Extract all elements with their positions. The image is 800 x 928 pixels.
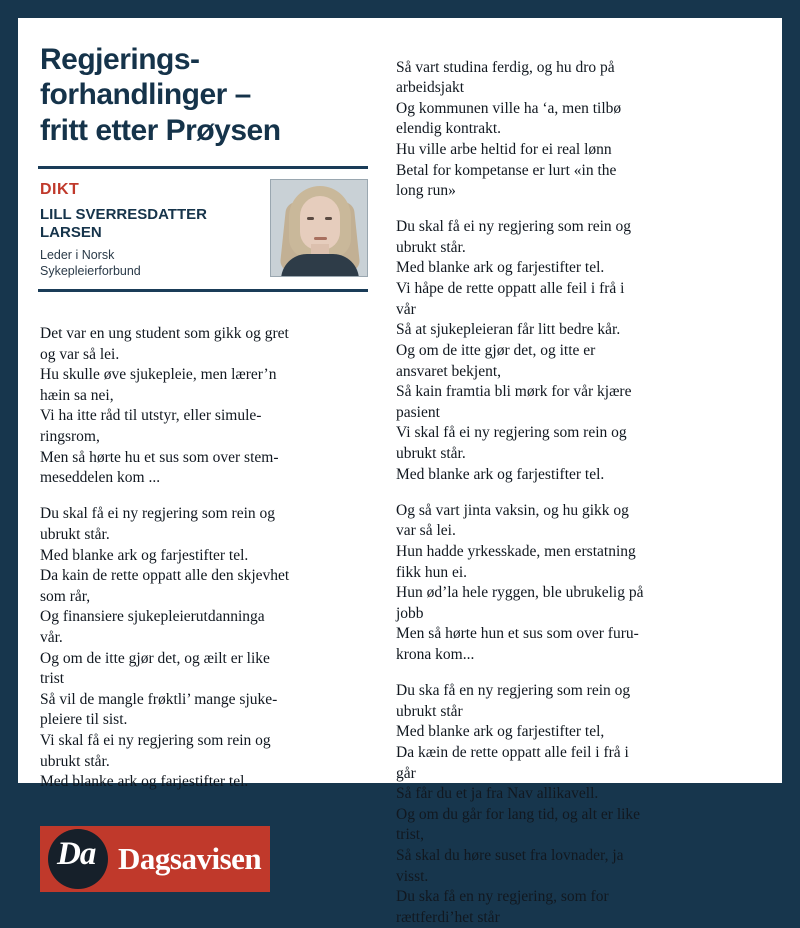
logo-wordmark: Dagsavisen bbox=[118, 841, 261, 877]
section-kicker: DIKT bbox=[40, 181, 207, 199]
poem-line: Så vart studina ferdig, og hu dro på bbox=[396, 58, 724, 79]
poem-line: Da kain de rette oppatt alle den skjevhet bbox=[40, 566, 368, 587]
poem-line: trist, bbox=[396, 825, 724, 846]
poem-line: hæin sa nei, bbox=[40, 386, 368, 407]
poem-line: Hun ød’la hele ryggen, ble ubrukelig på bbox=[396, 583, 724, 604]
poem-stanza bbox=[396, 681, 724, 928]
poem-line: Med blanke ark og farjestifter tel. bbox=[40, 546, 368, 567]
poem-line: Vi ha itte råd til utstyr, eller simule- bbox=[40, 406, 368, 427]
author-portrait-image bbox=[270, 179, 368, 277]
poem-line: jobb bbox=[396, 604, 724, 625]
poem-line: Så skal du høre suset fra lovnader, ja bbox=[396, 846, 724, 867]
poem-stanza bbox=[396, 501, 724, 666]
byline bbox=[38, 179, 368, 279]
poem-line: meseddelen kom ... bbox=[40, 468, 368, 489]
dagsavisen-logo bbox=[40, 826, 270, 892]
headline-line: fritt etter Prøysen bbox=[40, 114, 281, 147]
poem-line: Hu ville arbe heltid for ei real lønn bbox=[396, 140, 724, 161]
left-column bbox=[38, 32, 368, 773]
poem-line: vår. bbox=[40, 628, 368, 649]
poem-line: ringsrom, bbox=[40, 427, 368, 448]
poem-line: Med blanke ark og farjestifter tel, bbox=[396, 722, 724, 743]
poem-line: Og så vart jinta vaksin, og hu gikk og bbox=[396, 501, 724, 522]
poem-line: Og om du går for lang tid, og alt er like bbox=[396, 805, 724, 826]
poem-line: Og om de itte gjør det, og æilt er like bbox=[40, 649, 368, 670]
poem-line: Og om de itte gjør det, og itte er bbox=[396, 341, 724, 362]
poem-line: visst. bbox=[396, 867, 724, 888]
divider-top bbox=[38, 166, 368, 169]
poem-line: vår bbox=[396, 300, 724, 321]
poem-line: elendig kontrakt. bbox=[396, 119, 724, 140]
poem-line: arbeidsjakt bbox=[396, 78, 724, 99]
poem-line: Hun hadde yrkesskade, men erstatning bbox=[396, 542, 724, 563]
poem-line: rættferdi’het står bbox=[396, 908, 724, 928]
author-role bbox=[40, 248, 207, 279]
poem-line: Betal for kompetanse er lurt «in the bbox=[396, 161, 724, 182]
poem-line: ubrukt står bbox=[396, 702, 724, 723]
poem-line: Så vil de mangle frøktli’ mange sjuke- bbox=[40, 690, 368, 711]
author-name bbox=[40, 206, 207, 242]
newspaper-page bbox=[18, 18, 782, 783]
poem-line: Det var en ung student som gikk og gret bbox=[40, 324, 368, 345]
poem-line: ubrukt står. bbox=[396, 444, 724, 465]
poem-line: krona kom... bbox=[396, 645, 724, 666]
poem-line: Og kommunen ville ha ‘a, men tilbø bbox=[396, 99, 724, 120]
byline-text bbox=[40, 179, 207, 279]
poem-line: ubrukt står. bbox=[40, 525, 368, 546]
poem-line: Med blanke ark og farjestifter tel. bbox=[396, 258, 724, 279]
poem-line: Men så hørte hun et sus som over furu- bbox=[396, 624, 724, 645]
page-title bbox=[38, 42, 368, 148]
poem-line: Da kæin de rette oppatt alle feil i frå i bbox=[396, 743, 724, 764]
poem-line: som rår, bbox=[40, 587, 368, 608]
poem-line: pasient bbox=[396, 403, 724, 424]
logo-monogram: Da bbox=[57, 836, 95, 873]
headline-line: forhandlinger – bbox=[40, 78, 251, 111]
right-column bbox=[394, 32, 724, 773]
poem-line: Du ska få en ny regjering, som for bbox=[396, 887, 724, 908]
publisher-logo-wrap bbox=[38, 808, 368, 892]
poem-stanza bbox=[396, 58, 724, 202]
poem-stanza bbox=[40, 324, 368, 489]
author-name-line: LARSEN bbox=[40, 224, 102, 241]
poem-line: Vi skal få ei ny regjering som rein og bbox=[396, 423, 724, 444]
poem-line: long run» bbox=[396, 181, 724, 202]
poem-line: Så at sjukepleieran får litt bedre kår. bbox=[396, 320, 724, 341]
poem-line: Vi håpe de rette oppatt alle feil i frå i bbox=[396, 279, 724, 300]
poem-stanza bbox=[40, 504, 368, 793]
divider-byline bbox=[38, 289, 368, 292]
poem-left bbox=[38, 308, 368, 807]
author-role-line: Leder i Norsk bbox=[40, 248, 114, 262]
poem-line: ubrukt står. bbox=[396, 238, 724, 259]
poem-line: og var så lei. bbox=[40, 345, 368, 366]
author-role-line: Sykepleierforbund bbox=[40, 264, 141, 278]
poem-line: Så kain framtia bli mørk for vår kjære bbox=[396, 382, 724, 403]
headline-line: Regjerings- bbox=[40, 43, 200, 76]
poem-line: Du skal få ei ny regjering som rein og bbox=[396, 217, 724, 238]
poem-line: Men så hørte hu et sus som over stem- bbox=[40, 448, 368, 469]
poem-line: Så får du et ja fra Nav allikavell. bbox=[396, 784, 724, 805]
poem-right bbox=[394, 58, 724, 928]
poem-line: Du ska få en ny regjering som rein og bbox=[396, 681, 724, 702]
poem-line: Og finansiere sjukepleierutdanninga bbox=[40, 607, 368, 628]
poem-line: Vi skal få ei ny regjering som rein og bbox=[40, 731, 368, 752]
poem-line: pleiere til sist. bbox=[40, 710, 368, 731]
poem-stanza bbox=[396, 217, 724, 485]
poem-line: Med blanke ark og farjestifter tel. bbox=[396, 465, 724, 486]
poem-line: går bbox=[396, 764, 724, 785]
poem-line: ubrukt står. bbox=[40, 752, 368, 773]
poem-line: var så lei. bbox=[396, 521, 724, 542]
poem-line: Hu skulle øve sjukepleie, men lærer’n bbox=[40, 365, 368, 386]
poem-line: Du skal få ei ny regjering som rein og bbox=[40, 504, 368, 525]
poem-line: trist bbox=[40, 669, 368, 690]
poem-line: Med blanke ark og farjestifter tel. bbox=[40, 772, 368, 793]
poem-line: fikk hun ei. bbox=[396, 563, 724, 584]
author-name-line: LILL SVERRESDATTER bbox=[40, 206, 207, 223]
poem-line: ansvaret bekjent, bbox=[396, 362, 724, 383]
